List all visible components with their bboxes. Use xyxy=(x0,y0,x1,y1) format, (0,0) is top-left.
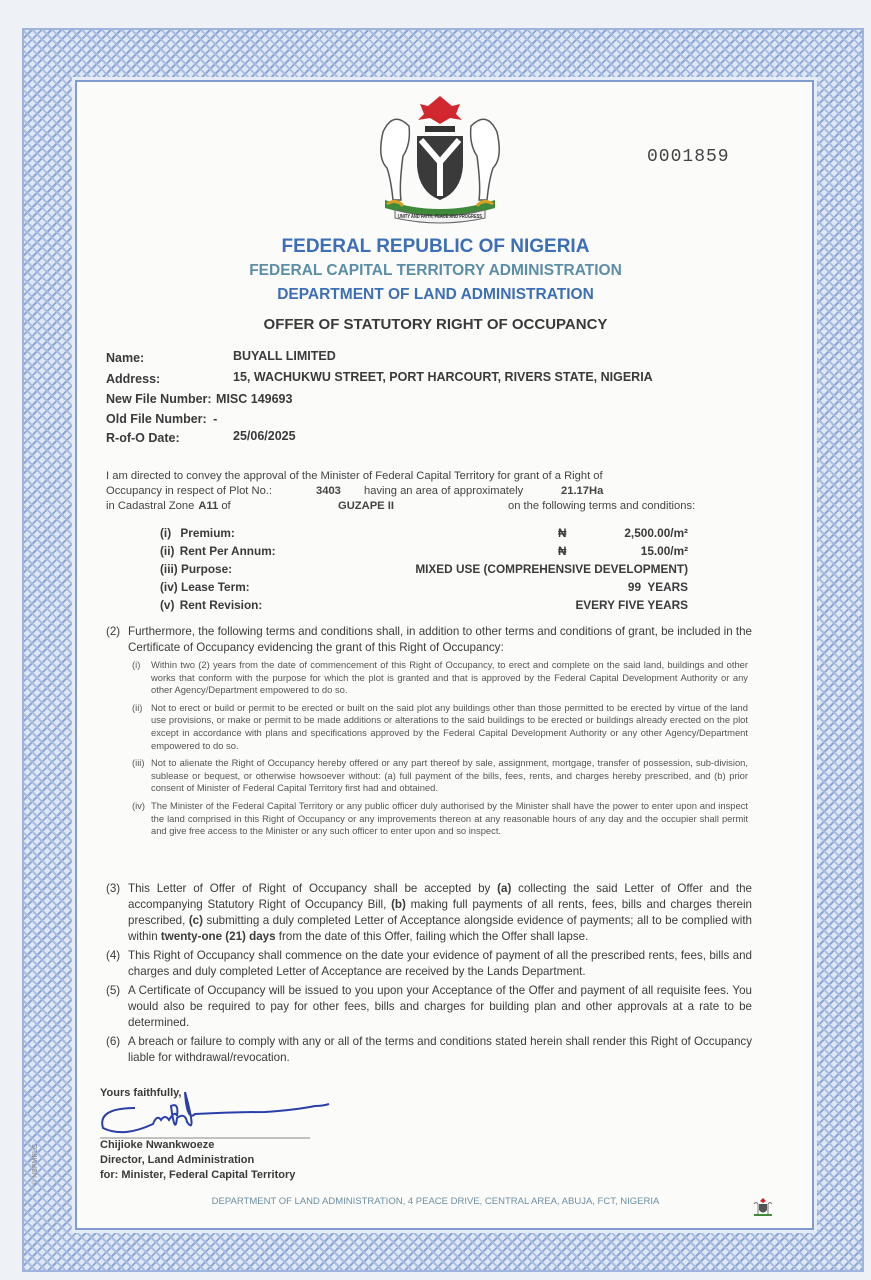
coat-of-arms-icon xyxy=(365,92,515,224)
terms-list xyxy=(160,526,688,616)
detail-row-new-file: New File Number: MISC 149693 xyxy=(106,392,293,406)
signatory-for: for: Minister, Federal Capital Territory xyxy=(100,1169,296,1181)
signatory-name: Chijioke Nwankwoeze xyxy=(100,1139,215,1151)
security-printer-mark: © NSPMPLC xyxy=(32,1144,39,1185)
detail-row-address: Address: 15, WACHUKWU STREET, PORT HARCOURT, RIVERS STATE, NIGERIA xyxy=(106,369,653,386)
heading-country: FEDERAL REPUBLIC OF NIGERIA xyxy=(281,236,590,257)
signatory xyxy=(100,1138,295,1183)
clause-2: (2) Furthermore, the following terms and conditions shall, in addition to other terms and conditions of grant, be included in the Certificate of Occupancy evidencing the grant of this Right of Occupancy: xyxy=(106,625,752,654)
clause-2-item: (i) Within two (2) years from the date of commencement of this Right of Occupancy, to erect and complete on the said land, buildings and other works that conform with the purpose for which the plot is granted and that is approved by the Federal Capital Development Authority or any other Agency/Department empowered to do so. xyxy=(132,659,748,696)
applicant-details xyxy=(106,349,653,449)
term-revision: (v) Rent Revision: EVERY FIVE YEARS xyxy=(160,598,688,612)
serial-number: 0001859 xyxy=(647,147,730,167)
signature-image xyxy=(95,1090,365,1140)
term-purpose: (iii) Purpose: MIXED USE (COMPREHENSIVE DEVELOPMENT) xyxy=(160,562,688,576)
term-premium: (i) Premium: ₦ 2,500.00/m² xyxy=(160,526,688,540)
heading-department: DEPARTMENT OF LAND ADMINISTRATION xyxy=(277,286,594,303)
clause-2-item: (iv) The Minister of the Federal Capital Territory or any public officer duly authorised by the Minister shall have the power to enter upon and inspect the land comprised in this Right of Occupancy or any improvements thereon at any reasonable hours of any day and the occupier shall permit and give free access to the Minister or any such officer to enter upon and so inspect. xyxy=(132,799,748,837)
coat-of-arms-motto: UNITY AND FAITH, PEACE AND PROGRESS xyxy=(398,214,483,220)
detail-row-old-file: Old File Number: - xyxy=(106,411,218,426)
detail-row-name: Name: BUYALL LIMITED xyxy=(106,349,336,365)
clause-4: (4) This Right of Occupancy shall commence on the date your evidence of payment of all the prescribed rents, fees, bills and charges and duly completed Letter of Acceptance are received by the Lands Department. xyxy=(106,949,752,978)
small-coat-of-arms-icon xyxy=(752,1196,774,1218)
clause-5: (5) A Certificate of Occupancy will be issued to you upon your Acceptance of the Offer and payment of all requisite fees. You would also be required to pay for other fees, bills and charges for building plan and other approvals at a rate to be determined. xyxy=(106,984,752,1029)
closing: Yours faithfully, xyxy=(100,1087,182,1099)
clause-6: (6) A breach or failure to comply with any or all of the terms and conditions stated herein shall render this Right of Occupancy liable for withdrawal/revocation. xyxy=(106,1035,752,1064)
term-rent: (ii) Rent Per Annum: ₦ 15.00/m² xyxy=(160,544,688,558)
footer-address: DEPARTMENT OF LAND ADMINISTRATION, 4 PEACE DRIVE, CENTRAL AREA, ABUJA, FCT, NIGERIA xyxy=(211,1196,660,1207)
clause-2-item: (ii) Not to erect or build or permit to be erected or built on the said plot any buildings other than those permitted to be erected by virtue of the land use provisions, or make or permit to be made additions or alterations to the said buildings to be erected or buildings already erected on the plot except in accordance with plans and specifications approved by the Federal Capital Development Authority or any other Agency/Department empowered to do so. xyxy=(132,701,748,751)
heading-administration: FEDERAL CAPITAL TERRITORY ADMINISTRATION xyxy=(249,262,622,279)
term-lease: (iv) Lease Term: 99 YEARS xyxy=(160,580,688,594)
clause-2-items xyxy=(132,659,748,838)
clauses-3-6 xyxy=(106,881,752,1066)
document-title: OFFER OF STATUTORY RIGHT OF OCCUPANCY xyxy=(263,316,608,333)
intro-paragraph: I am directed to convey the approval of the Minister of Federal Capital Territory for grant of a Right of Occupancy in respect of Plot No.: 3403 having an area of approximately 21.17Ha in Cadastral Zone A11 of GUZAPE II on the following terms and conditions: xyxy=(106,470,696,512)
signatory-title: Director, Land Administration xyxy=(100,1154,255,1166)
clause-3: (3) This Letter of Offer of Right of Occupancy shall be accepted by (a) collecting the said Letter of Offer and the accompanying Statutory Right of Occupancy Bill, (b) making full payments of all rents, fees, bills and charges therein prescribed, (c) submitting a duly completed Letter of Acceptance alongside evidence of payments; all to be complied with within twenty-one (21) days from the date of this Offer, failing which the Offer shall lapse. xyxy=(106,882,753,943)
clause-2-item: (iii) Not to alienate the Right of Occupancy hereby offered or any part thereof by sale, assignment, mortgage, transfer of possession, sub-division, sublease or bequest, or otherwise howsoever without: (a) full payment of the bills, fees, rents, and charges hereby prescribed, and (b) prior consent of Minister of Federal Capital Territory first had and obtained. xyxy=(132,757,748,794)
detail-row-date: R-of-O Date: 25/06/2025 xyxy=(106,429,296,445)
